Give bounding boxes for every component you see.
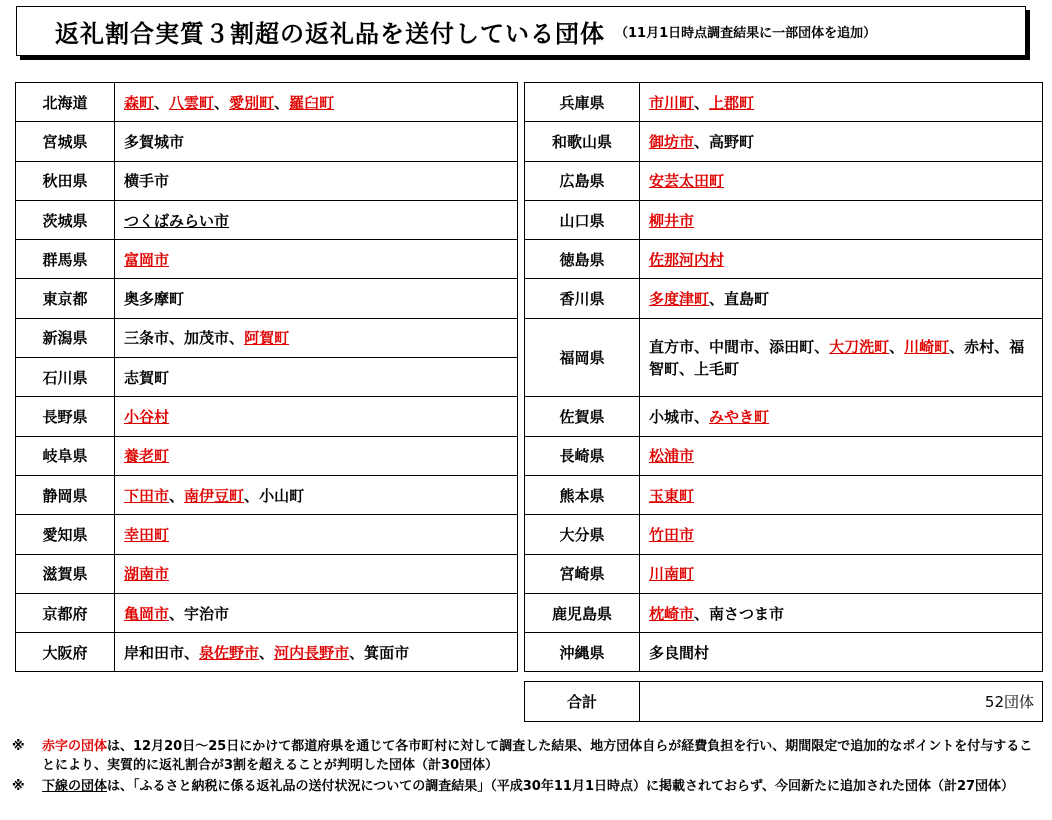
municipality-list (115, 436, 518, 475)
prefecture-name: 京都府 (16, 593, 115, 632)
prefecture-row (16, 633, 518, 672)
prefecture-name: 兵庫県 (525, 83, 640, 122)
prefecture-row (525, 475, 1043, 514)
municipality-name: 宇治市 (184, 604, 230, 623)
separator: 、 (259, 643, 275, 662)
municipality-name: 中間市 (709, 337, 755, 356)
separator: 、 (694, 408, 710, 427)
prefecture-name: 長野県 (16, 397, 115, 436)
right-table-body (525, 83, 1043, 672)
notes-section (12, 737, 1042, 798)
note-text (42, 777, 1042, 796)
separator: 、 (754, 337, 770, 356)
separator: 、 (229, 329, 245, 348)
municipality-name: 養老町 (124, 447, 170, 466)
municipality-name: 上郡町 (709, 93, 755, 112)
municipality-list (640, 515, 1043, 554)
prefecture-row (16, 358, 518, 397)
prefecture-name: 福岡県 (525, 318, 640, 397)
municipality-list (115, 593, 518, 632)
note-red (12, 737, 1042, 775)
municipality-list (115, 83, 518, 122)
prefecture-name: 東京都 (16, 279, 115, 318)
prefecture-name: 宮崎県 (525, 554, 640, 593)
separator: 、 (889, 337, 905, 356)
separator: 、 (184, 643, 200, 662)
municipality-name: 直方市 (649, 337, 695, 356)
municipality-name: 多賀城市 (124, 132, 185, 151)
total-spacer (525, 672, 1043, 682)
municipality-name: 阿賀町 (244, 329, 290, 348)
prefecture-name: 茨城県 (16, 200, 115, 239)
municipality-list (640, 83, 1043, 122)
prefecture-name: 山口県 (525, 200, 640, 239)
municipality-name: 幸田町 (124, 525, 170, 544)
prefecture-name: 大阪府 (16, 633, 115, 672)
municipality-name: 川南町 (649, 565, 695, 584)
prefecture-name: 香川県 (525, 279, 640, 318)
municipality-name: 安芸太田町 (649, 172, 725, 191)
total-row (525, 682, 1043, 722)
municipality-name: 高野町 (709, 132, 755, 151)
separator: 、 (694, 604, 710, 623)
municipality-list (640, 122, 1043, 161)
prefecture-name: 宮城県 (16, 122, 115, 161)
municipality-name: 直島町 (724, 290, 770, 309)
prefecture-row (525, 122, 1043, 161)
separator: 、 (949, 337, 965, 356)
municipality-name: 泉佐野市 (199, 643, 260, 662)
prefecture-row (16, 515, 518, 554)
municipality-list (115, 318, 518, 357)
municipality-name: 奥多摩町 (124, 290, 185, 309)
note-body: は、「ふるさと納税に係る返礼品の送付状況についての調査結果」（平成30年11月1日時点）に掲載されておらず、今回新たに追加された団体（計27団体） (107, 779, 1015, 794)
municipality-name: 八雲町 (169, 93, 215, 112)
prefecture-row (525, 633, 1043, 672)
municipality-name: 御坊市 (649, 132, 695, 151)
separator: 、 (694, 132, 710, 151)
prefecture-row (525, 318, 1043, 397)
municipality-name: 岸和田市 (124, 643, 185, 662)
municipality-list (115, 122, 518, 161)
prefecture-row (16, 397, 518, 436)
prefecture-name: 佐賀県 (525, 397, 640, 436)
separator: 、 (694, 337, 710, 356)
municipality-name: 小山町 (259, 486, 305, 505)
municipality-list (640, 279, 1043, 318)
prefecture-name: 秋田県 (16, 161, 115, 200)
prefecture-name: 徳島県 (525, 240, 640, 279)
municipality-name: 富岡市 (124, 250, 170, 269)
municipality-list (115, 397, 518, 436)
prefecture-name: 熊本県 (525, 475, 640, 514)
prefecture-row (16, 200, 518, 239)
municipality-name: 小谷村 (124, 408, 170, 427)
municipality-name: 市川町 (649, 93, 695, 112)
municipality-name: 添田町 (769, 337, 815, 356)
page-subtitle: （11月1日時点調査結果に一部団体を追加） (615, 25, 877, 41)
municipality-name: 亀岡市 (124, 604, 170, 623)
municipality-name: みやき町 (709, 408, 770, 427)
prefecture-name: 岐阜県 (16, 436, 115, 475)
municipality-list (640, 593, 1043, 632)
municipality-name: 赤村 (964, 337, 995, 356)
municipality-name: 羅臼町 (289, 93, 335, 112)
prefecture-row (16, 593, 518, 632)
prefecture-name: 北海道 (16, 83, 115, 122)
note-body: は、12月20日～25日にかけて都道府県を通じて各市町村に対して調査した結果、地方団体自らが経費負担を行い、期間限定で追加的なポイントを付与することにより、実質的に返礼割合が3割を超えることが判明した団体（計30団体） (42, 739, 1033, 773)
municipality-name: 愛別町 (229, 93, 275, 112)
municipality-name: 多度津町 (649, 290, 710, 309)
prefecture-name: 静岡県 (16, 475, 115, 514)
prefecture-row (525, 593, 1043, 632)
separator: 、 (274, 93, 290, 112)
municipality-name: 佐那河内村 (649, 250, 725, 269)
municipality-list (115, 358, 518, 397)
municipality-list (640, 240, 1043, 279)
municipality-list (640, 633, 1043, 672)
separator: 、 (169, 604, 185, 623)
prefecture-row (16, 240, 518, 279)
prefecture-name: 和歌山県 (525, 122, 640, 161)
prefecture-row (525, 279, 1043, 318)
prefecture-name: 愛知県 (16, 515, 115, 554)
prefecture-row (16, 554, 518, 593)
prefecture-name: 新潟県 (16, 318, 115, 357)
separator: 、 (679, 359, 695, 378)
municipality-name: 玉東町 (649, 486, 695, 505)
separator: 、 (349, 643, 365, 662)
municipality-name: 河内長野市 (274, 643, 350, 662)
municipality-name: 枕崎市 (649, 604, 695, 623)
municipality-list (115, 240, 518, 279)
prefecture-row (16, 161, 518, 200)
municipality-list (115, 515, 518, 554)
total-label: 合計 (525, 682, 640, 722)
municipality-name: 福智町 (649, 337, 1025, 378)
prefecture-row (525, 240, 1043, 279)
municipality-list (640, 397, 1043, 436)
prefecture-name: 石川県 (16, 358, 115, 397)
municipality-list (640, 318, 1043, 397)
spacer-cell (525, 672, 1043, 682)
municipality-name: 南さつま市 (709, 604, 785, 623)
prefecture-row (16, 475, 518, 514)
municipality-name: 多良間村 (649, 643, 710, 662)
prefecture-name: 群馬県 (16, 240, 115, 279)
note-highlight-red: 赤字の団体 (42, 739, 108, 754)
prefecture-row (16, 279, 518, 318)
prefecture-name: 大分県 (525, 515, 640, 554)
prefecture-name: 広島県 (525, 161, 640, 200)
municipality-list (115, 633, 518, 672)
municipality-name: 松浦市 (649, 447, 695, 466)
municipality-name: 加茂市 (184, 329, 230, 348)
municipality-list (115, 161, 518, 200)
prefecture-name: 鹿児島県 (525, 593, 640, 632)
separator: 、 (154, 93, 170, 112)
note-text (42, 737, 1042, 775)
municipality-name: 上毛町 (694, 359, 740, 378)
prefecture-row (525, 515, 1043, 554)
municipality-list (640, 436, 1043, 475)
title-box (16, 6, 1026, 56)
municipality-list (640, 554, 1043, 593)
note-mark: ※ (12, 739, 25, 754)
separator: 、 (814, 337, 830, 356)
prefecture-name: 沖縄県 (525, 633, 640, 672)
municipality-name: 横手市 (124, 172, 170, 191)
total-value: 52団体 (640, 682, 1043, 722)
municipality-name: 南伊豆町 (184, 486, 245, 505)
municipality-name: 箕面市 (364, 643, 410, 662)
right-prefecture-table (524, 82, 1043, 722)
prefecture-row (525, 397, 1043, 436)
separator: 、 (169, 329, 185, 348)
municipality-list (640, 161, 1043, 200)
municipality-name: 湖南市 (124, 565, 170, 584)
prefecture-row (16, 122, 518, 161)
separator: 、 (214, 93, 230, 112)
municipality-list (115, 475, 518, 514)
total-section (525, 672, 1043, 722)
prefecture-name: 滋賀県 (16, 554, 115, 593)
prefecture-row (525, 436, 1043, 475)
prefecture-row (525, 200, 1043, 239)
prefecture-row (16, 83, 518, 122)
left-table-body (16, 83, 518, 672)
prefecture-row (525, 83, 1043, 122)
municipality-name: 柳井市 (649, 211, 695, 230)
page-title: 返礼割合実質３割超の返礼品を送付している団体 (55, 19, 605, 48)
left-prefecture-table (15, 82, 518, 672)
municipality-name: 小城市 (649, 408, 695, 427)
separator: 、 (709, 290, 725, 309)
note-underline (12, 777, 1042, 796)
separator: 、 (244, 486, 260, 505)
separator: 、 (694, 93, 710, 112)
municipality-name: 志賀町 (124, 368, 170, 387)
municipality-name: 竹田市 (649, 525, 695, 544)
note-highlight-underline: 下線の団体 (42, 779, 108, 794)
municipality-name: 下田市 (124, 486, 170, 505)
municipality-list (115, 200, 518, 239)
note-mark: ※ (12, 779, 25, 794)
municipality-name: 川崎町 (904, 337, 950, 356)
municipality-list (640, 475, 1043, 514)
prefecture-row (525, 554, 1043, 593)
municipality-name: 森町 (124, 93, 155, 112)
separator: 、 (169, 486, 185, 505)
prefecture-row (16, 436, 518, 475)
prefecture-row (16, 318, 518, 357)
municipality-list (640, 200, 1043, 239)
municipality-name: 大刀洗町 (829, 337, 890, 356)
prefecture-name: 長崎県 (525, 436, 640, 475)
municipality-list (115, 554, 518, 593)
separator: 、 (994, 337, 1010, 356)
municipality-name: 三条市 (124, 329, 170, 348)
municipality-list (115, 279, 518, 318)
municipality-name: つくばみらい市 (124, 211, 230, 230)
prefecture-row (525, 161, 1043, 200)
